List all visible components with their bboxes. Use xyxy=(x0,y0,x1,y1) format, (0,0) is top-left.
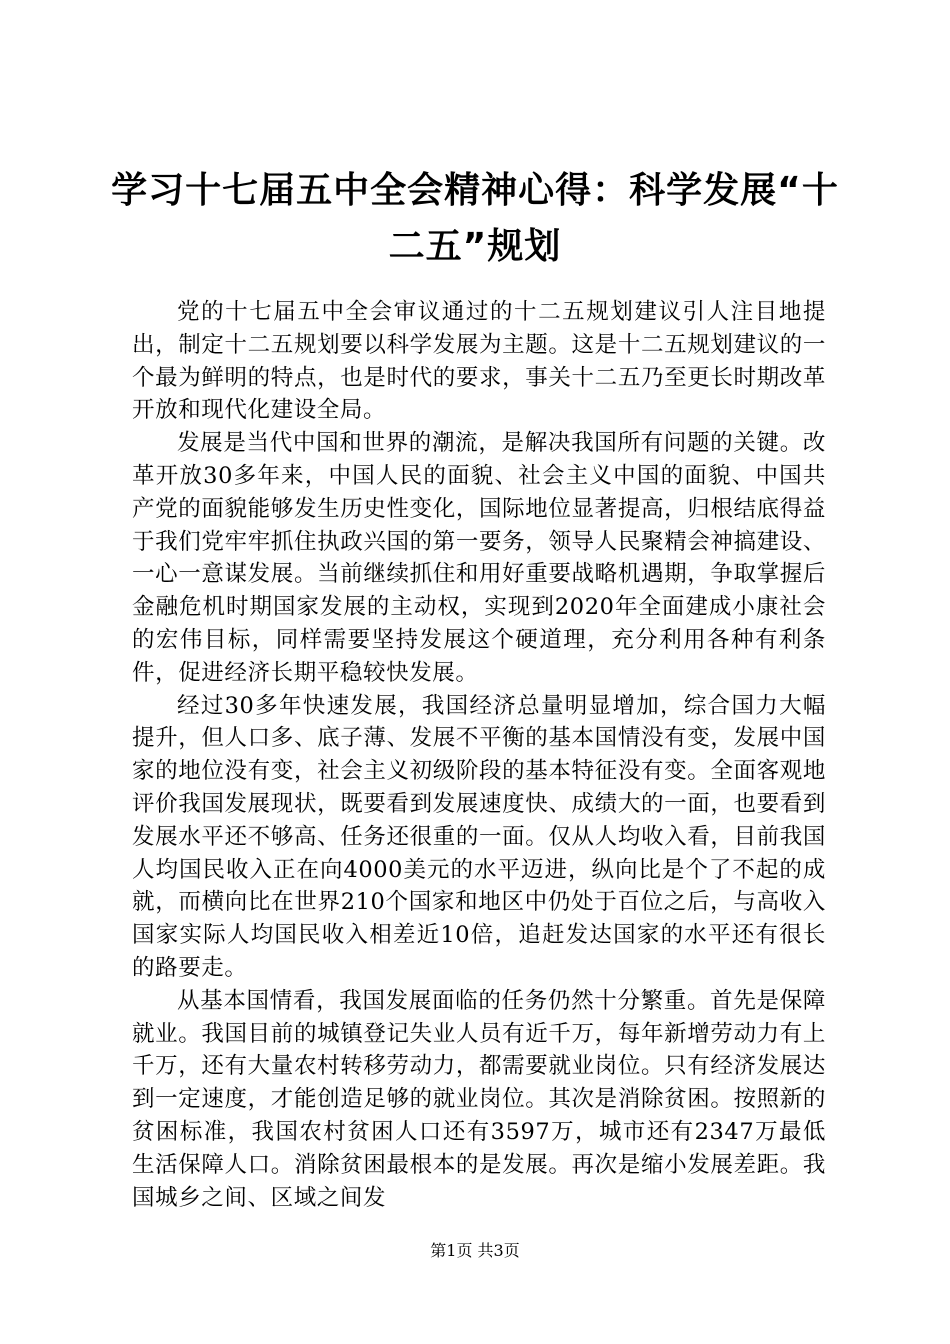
paragraph-4: 从基本国情看，我国发展面临的任务仍然十分繁重。首先是保障就业。我国目前的城镇登记失业人员有近千万，每年新增劳动力有上千万，还有大量农村转移劳动力，都需要就业岗位。只有经济发展达到一定速度，才能创造足够的就业岗位。其次是消除贫困。按照新的贫困标准，我国农村贫困人口还有3597万，城市还有2347万最低生活保障人口。消除贫困最根本的是发展。再次是缩小发展差距。我国城乡之间、区域之间发 xyxy=(132,987,826,1211)
paragraph-2: 发展是当代中国和世界的潮流，是解决我国所有问题的关键。改革开放30多年来，中国人民的面貌、社会主义中国的面貌、中国共产党的面貌能够发生历史性变化，国际地位显著提高，归根结底得益于我们党牢牢抓住执政兴国的第一要务，领导人民聚精会神搞建设、一心一意谋发展。当前继续抓住和用好重要战略机遇期，争取掌握后金融危机时期国家发展的主动权，实现到2020年全面建成小康社会的宏伟目标，同样需要坚持发展这个硬道理，充分利用各种有利条件，促进经济长期平稳较快发展。 xyxy=(132,430,826,686)
page-number-footer: 第1页 共3页 xyxy=(430,1241,520,1260)
paragraph-3: 经过30多年快速发展，我国经济总量明显增加，综合国力大幅提升，但人口多、底子薄、发展不平衡的基本国情没有变，发展中国家的地位没有变，社会主义初级阶段的基本特征没有变。全面客观地评价我国发展现状，既要看到发展速度快、成绩大的一面，也要看到发展水平还不够高、任务还很重的一面。仅从人均收入看，目前我国人均国民收入正在向4000美元的水平迈进，纵向比是个了不起的成就，而横向比在世界210个国家和地区中仍处于百位之后，与高收入国家实际人均国民收入相差近10倍，追赶发达国家的水平还有很长的路要走。 xyxy=(132,692,826,981)
document-title: 学习十七届五中全会精神心得：科学发展“十二五”规划 xyxy=(111,170,839,267)
paragraph-1: 党的十七届五中全会审议通过的十二五规划建议引人注目地提出，制定十二五规划要以科学发展为主题。这是十二五规划建议的一个最为鲜明的特点，也是时代的要求，事关十二五乃至更长时期改革开放和现代化建设全局。 xyxy=(132,299,826,424)
document-body xyxy=(132,296,826,1214)
